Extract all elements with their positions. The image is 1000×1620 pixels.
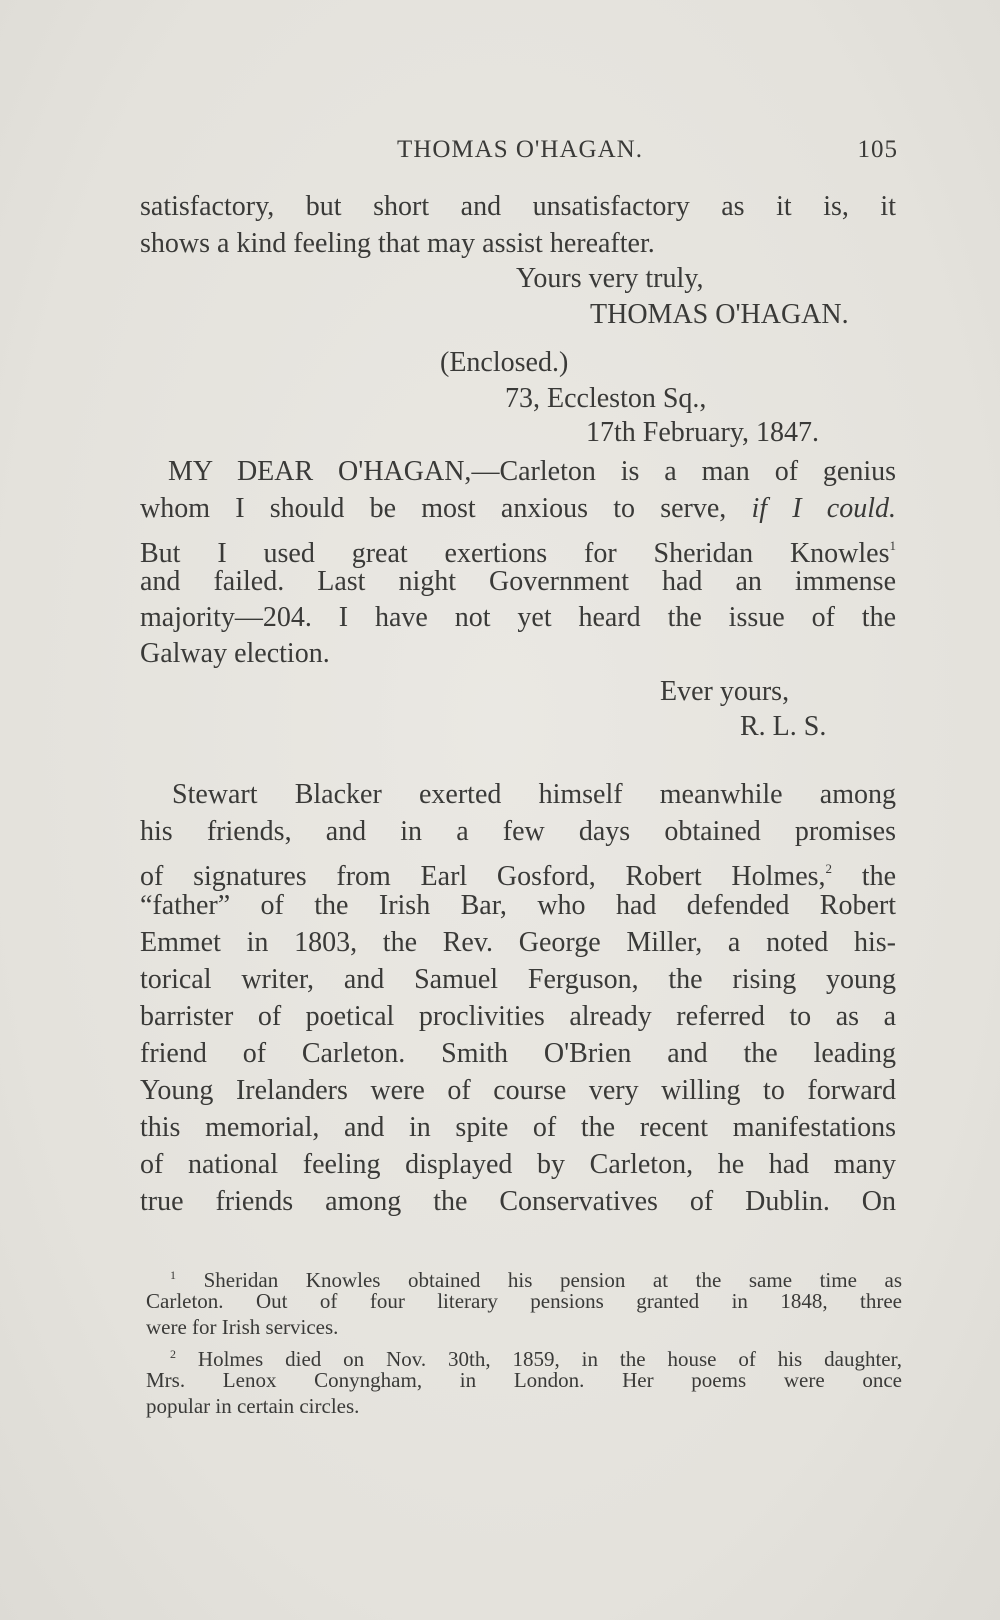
paragraph-line: Young Irelanders were of course very willing to forward [140,1075,896,1106]
enclosed-line [140,492,896,526]
footnote-line: Mrs. Lenox Conyngham, in London. Her poems were once [146,1368,902,1392]
paragraph-line: this memorial, and in spite of the recent manifestations [140,1112,896,1143]
footnote-text: Holmes died on Nov. 30th, 1859, in the house of his daughter, [197,1347,903,1371]
paragraph-line: his friends, and in a few days obtained promises [140,816,896,847]
enclosed-date: 17th February, 1847. [586,417,820,448]
footnote-line: Carleton. Out of four literary pensions granted in 1848, three [146,1289,902,1313]
enclosed-line: and failed. Last night Government had an immense [140,566,896,597]
footnote-marker: 2 [170,1347,176,1361]
footnote-line: were for Irish services. [146,1315,339,1339]
enclosed-line: majority—204. I have not yet heard the issue of the [140,602,896,633]
footnote-line: popular in certain circles. [146,1394,360,1418]
paragraph-line: of national feeling displayed by Carleton, he had many [140,1149,896,1180]
enclosed-text: But I used great exertions for Sheridan Knowles [140,538,890,569]
paragraph-line: Stewart Blacker exerted himself meanwhile among [172,779,896,810]
page-number: 105 [857,136,898,163]
paragraph-line [140,852,896,894]
letter-line: satisfactory, but short and unsatisfactory as it is, it [140,191,896,222]
footnote-ref: 2 [825,861,833,876]
enclosed-line [168,455,896,489]
footnote-ref: 1 [889,538,896,553]
paragraph-line: Emmet in 1803, the Rev. George Miller, a noted his- [140,927,896,958]
enclosed-line: Galway election. [140,638,330,669]
enclosed-text: whom I should be most anxious to serve, [140,493,752,524]
enclosed-closing: Ever yours, [660,676,790,707]
page-header [140,136,900,166]
paragraph-text: the [832,861,896,892]
enclosed-label: (Enclosed.) [440,347,569,378]
paragraph-line: true friends among the Conservatives of Dublin. On [140,1186,896,1217]
footnote-text: Sheridan Knowles obtained his pension at the same time as [203,1268,902,1292]
enclosed-address: 73, Eccleston Sq., [505,383,707,414]
letter-closing: Yours very truly, [516,263,704,294]
paragraph-text: of signatures from Earl Gosford, Robert Holmes, [140,861,826,892]
letter-signature: THOMAS O'HAGAN. [590,299,849,330]
paragraph-line: friend of Carleton. Smith O'Brien and the leading [140,1038,896,1069]
emphasis-text: if I could. [751,493,897,524]
running-head: THOMAS O'HAGAN. [397,136,643,163]
footnote-marker: 1 [170,1268,176,1282]
enclosed-text: —Carleton is a man of genius [471,456,896,487]
salutation: MY DEAR O'HAGAN, [168,456,472,487]
letter-line: shows a kind feeling that may assist hereafter. [140,228,655,259]
paragraph-line: torical writer, and Samuel Ferguson, the rising young [140,964,896,995]
paragraph-line: barrister of poetical proclivities already referred to as a [140,1001,896,1032]
paragraph-line: “father” of the Irish Bar, who had defended Robert [140,890,896,921]
enclosed-signature: R. L. S. [740,711,827,742]
